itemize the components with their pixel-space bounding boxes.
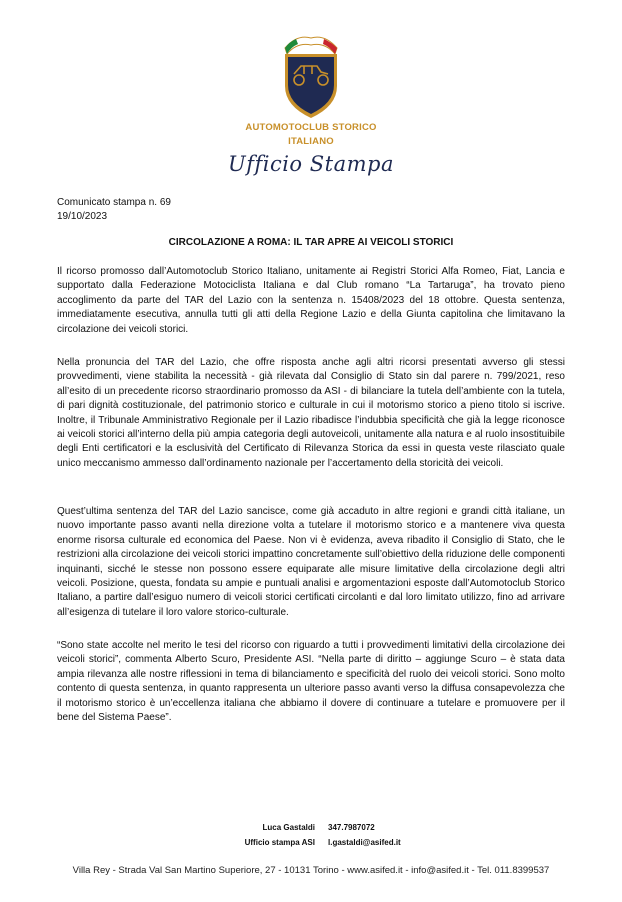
signature-values [328,820,401,850]
signature-labels [190,820,315,850]
org-name-line1: AUTOMOTOCLUB STORICO [245,122,377,133]
press-release-number: Comunicato stampa n. 69 [57,197,171,208]
paragraph-3: Quest’ultima sentenza del TAR del Lazio sancisce, come già accaduto in altre regioni e grandi città italiane, un nuovo importante passo avanti nella direzione volta a tutelare il motorismo storico e a mantenere viva questa enorme risorsa culturale ed economica del Paese. Non vi è evidenza, aveva ribadito il Consiglio di Stato, che le restrizioni alla circolazione dei veicoli storici impattino concretamente sull’obiettivo della riduzione delle componenti inquinanti, sicché le stesse non possono essere equiparate alle misure limitative della circolazione degli altri veicoli. Posizione, questa, fondata su ampie e puntuali analisi e argomentazioni esposte dall’Automotoclub Storico Italiano, a partire dall’esiguo numero di veicoli storici certificati circolanti e dal loro limitato utilizzo, fino ad arrivare all’esigenza di tutelare il loro valore storico-culturale. [57,506,565,618]
document-title: CIRCOLAZIONE A ROMA: IL TAR APRE AI VEICOLI STORICI [168,237,454,248]
letterhead [0,28,622,176]
signature-email: l.gastaldi@asifed.it [328,838,401,847]
signature-name: Luca Gastaldi [262,823,315,832]
asi-shield-logo [279,28,343,120]
paragraph-4: “Sono state accolte nel merito le tesi del ricorso con riguardo a tutti i provvedimenti limitativi della circolazione dei veicoli storici”, commenta Alberto Scuro, Presidente ASI. “Nella parte di diritto – aggiunge Scuro – è stata data ampia rilevanza alle nostre riflessioni in tema di bilanciamento e specificità del ruolo dei veicoli storici. Sono molto contento di questa sentenza, in quanto rappresenta un ulteriore passo avanti verso la diffusa consapevolezza che il motorismo storico è un’eccellenza italiana che abbiamo il dovere di continuare a tutelare e promuovere per il bene del Sistema Paese”. [57,640,565,724]
paragraph-1: Il ricorso promosso dall’Automotoclub Storico Italiano, unitamente ai Registri Storici Alfa Romeo, Fiat, Lancia e supportato dalla Federazione Motociclista Italiana e dal Club romano “La Tartaruga”, ha trovato pieno accoglimento da parte del TAR del Lazio con la sentenza n. 15408/2023 del 18 ottobre. Questa sentenza, immediatamente esecutiva, annulla tutti gli atti della Regione Lazio e della Giunta capitolina che limitavano la circolazione dei veicoli storici. [57,266,565,335]
ufficio-stampa-heading: Ufficio Stampa [228,152,394,176]
press-release-meta [57,196,171,224]
signature-phone: 347.7987072 [328,823,375,832]
signature-office: Ufficio stampa ASI [244,838,315,847]
org-name-line2: ITALIANO [288,136,334,147]
press-release-date: 19/10/2023 [57,211,108,222]
paragraph-2: Nella pronuncia del TAR del Lazio, che offre risposta anche agli altri ricorsi presentati avverso gli stessi provvedimenti, viene stabilita la necessità - già rilevata dal Consiglio di Stato sin dal parere n. 799/2021, reso all’esito di un precedente ricorso straordinario promosso da ASI - di bilanciare la tutela dell’ambiente con la tutela, di pari dignità costituzionale, del patrimonio storico e culturale in cui il motorismo storico a pieno titolo si iscrive. Inoltre, il Tribunale Amministrativo Regionale per il Lazio ribadisce l’indubbia specificità che già la legge riconosce ai veicoli storici all’interno della più ampia categoria degli autoveicoli, unitamente alla natura e al ruolo insostituibile degli Enti certificatori e la esclusività del Certificato di Rilevanza Storica da essi in questa veste rilasciato quale unico meccanismo ammesso dall’ordinamento nazionale per l’accertamento della storicità dei veicoli. [57,357,565,469]
footer-address: Villa Rey - Strada Val San Martino Superiore, 27 - 10131 Torino - www.asifed.it - info@asifed.it - Tel. 011.8399537 [72,865,550,876]
